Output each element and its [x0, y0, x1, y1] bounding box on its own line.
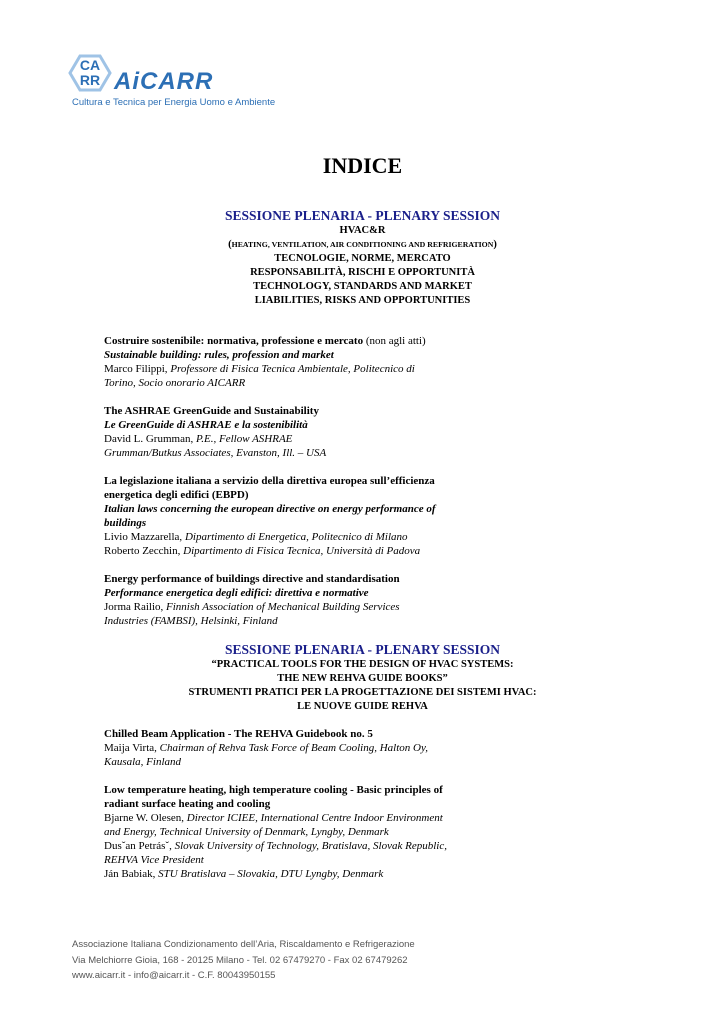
entry-affiliation: Kausala, Finland	[104, 756, 182, 768]
entry-author: Dusˇan Petrásˇ, Slovak University of Technology, Bratislava, Slovak Republic,	[104, 840, 447, 852]
index-entry	[104, 334, 504, 390]
index-entry	[104, 783, 504, 881]
footer-line-2: Via Melchiorre Gioia, 168 - 20125 Milano - Tel. 02 67479270 - Fax 02 67479262	[72, 954, 408, 966]
entry-affiliation: and Energy, Technical University of Denmark, Lyngby, Denmark	[104, 826, 389, 838]
entry-title-cont: energetica degli edifici (EBPD)	[104, 489, 249, 501]
entry-title: The ASHRAE GreenGuide and Sustainability	[104, 405, 319, 417]
footer-line-3: www.aicarr.it - info@aicarr.it - C.F. 80043950155	[72, 970, 276, 981]
session-2-line-3: STRUMENTI PRATICI PER LA PROGETTAZIONE DEI SISTEMI HVAC:	[188, 687, 537, 698]
session-1-line-3: TECNOLOGIE, NORME, MERCATO	[274, 253, 451, 264]
entry-title-translation-cont: buildings	[104, 517, 147, 529]
entry-title-translation: Italian laws concerning the european directive on energy performance of	[104, 503, 436, 515]
session-1-line-1: HVAC&R	[339, 225, 386, 236]
footer-line-1: Associazione Italiana Condizionamento dell’Aria, Riscaldamento e Refrigerazione	[72, 939, 415, 950]
page-footer	[72, 937, 415, 984]
session-1-line-2: (HEATING, VENTILATION, AIR CONDITIONING AND REFRIGERATION)	[228, 239, 497, 250]
entry-title-cont: radiant surface heating and cooling	[104, 798, 271, 810]
entry-author: Livio Mazzarella, Dipartimento di Energetica, Politecnico di Milano	[104, 531, 408, 543]
entry-title: Low temperature heating, high temperature cooling - Basic principles of	[104, 784, 443, 796]
logo-hex-text-2: RR	[79, 72, 101, 88]
session-2-title: SESSIONE PLENARIA - PLENARY SESSION	[224, 642, 501, 657]
entry-title-translation: Le GreenGuide di ASHRAE e la sostenibilità	[104, 419, 308, 431]
entry-affiliation: REHVA Vice President	[104, 854, 204, 866]
entry-author: Bjarne W. Olesen, Director ICIEE, International Centre Indoor Environment	[104, 812, 443, 824]
session-2-line-1: “PRACTICAL TOOLS FOR THE DESIGN OF HVAC SYSTEMS:	[211, 659, 514, 670]
index-entry	[104, 727, 504, 769]
entry-author: Ján Babiak, STU Bratislava – Slovakia, DTU Lyngby, Denmark	[104, 868, 384, 880]
index-entry	[104, 404, 504, 460]
entry-author: Jorma Railio, Finnish Association of Mechanical Building Services	[104, 601, 400, 613]
session-1-line-6: LIABILITIES, RISKS AND OPPORTUNITIES	[254, 295, 471, 306]
entry-title: Energy performance of buildings directive and standardisation	[104, 573, 400, 585]
session-2-line-2: THE NEW REHVA GUIDE BOOKS”	[277, 673, 448, 684]
entry-author: Marco Filippi, Professore di Fisica Tecnica Ambientale, Politecnico di	[104, 363, 415, 375]
index-entry	[104, 572, 504, 628]
logo-hex-text-1: CA	[79, 57, 101, 73]
logo-wordmark: AiCARR	[114, 68, 214, 95]
entry-author: Maija Virta, Chairman of Rehva Task Force of Beam Cooling, Halton Oy,	[104, 742, 429, 754]
entry-title: La legislazione italiana a servizio della direttiva europea sull’efficienza	[104, 475, 435, 487]
index-entry	[104, 474, 504, 558]
entry-author: Roberto Zecchin, Dipartimento di Fisica Tecnica, Università di Padova	[104, 545, 421, 557]
entry-title-translation: Performance energetica degli edifici: direttiva e normative	[104, 587, 369, 599]
entry-title-translation: Sustainable building: rules, profession and market	[104, 349, 334, 361]
session-1-line-4: RESPONSABILITÀ, RISCHI E OPPORTUNITÀ	[250, 267, 475, 278]
session-1-title: SESSIONE PLENARIA - PLENARY SESSION	[224, 208, 501, 223]
entry-author: David L. Grumman, P.E., Fellow ASHRAE	[104, 433, 293, 445]
entry-title: Costruire sostenibile: normativa, professione e mercato (non agli atti)	[104, 335, 426, 347]
entry-affiliation: Torino, Socio onorario AICARR	[104, 377, 246, 389]
session-1-line-5: TECHNOLOGY, STANDARDS AND MARKET	[253, 281, 472, 292]
page-title: INDICE	[322, 153, 403, 178]
session-1-header	[0, 208, 725, 308]
session-2-header	[0, 642, 725, 714]
logo-tagline: Cultura e Tecnica per Energia Uomo e Ambiente	[72, 97, 276, 108]
entry-title: Chilled Beam Application - The REHVA Guidebook no. 5	[104, 728, 373, 740]
entry-affiliation: Grumman/Butkus Associates, Evanston, Ill. – USA	[104, 447, 327, 459]
entry-affiliation: Industries (FAMBSI), Helsinki, Finland	[104, 615, 278, 627]
session-2-line-4: LE NUOVE GUIDE REHVA	[297, 701, 428, 712]
